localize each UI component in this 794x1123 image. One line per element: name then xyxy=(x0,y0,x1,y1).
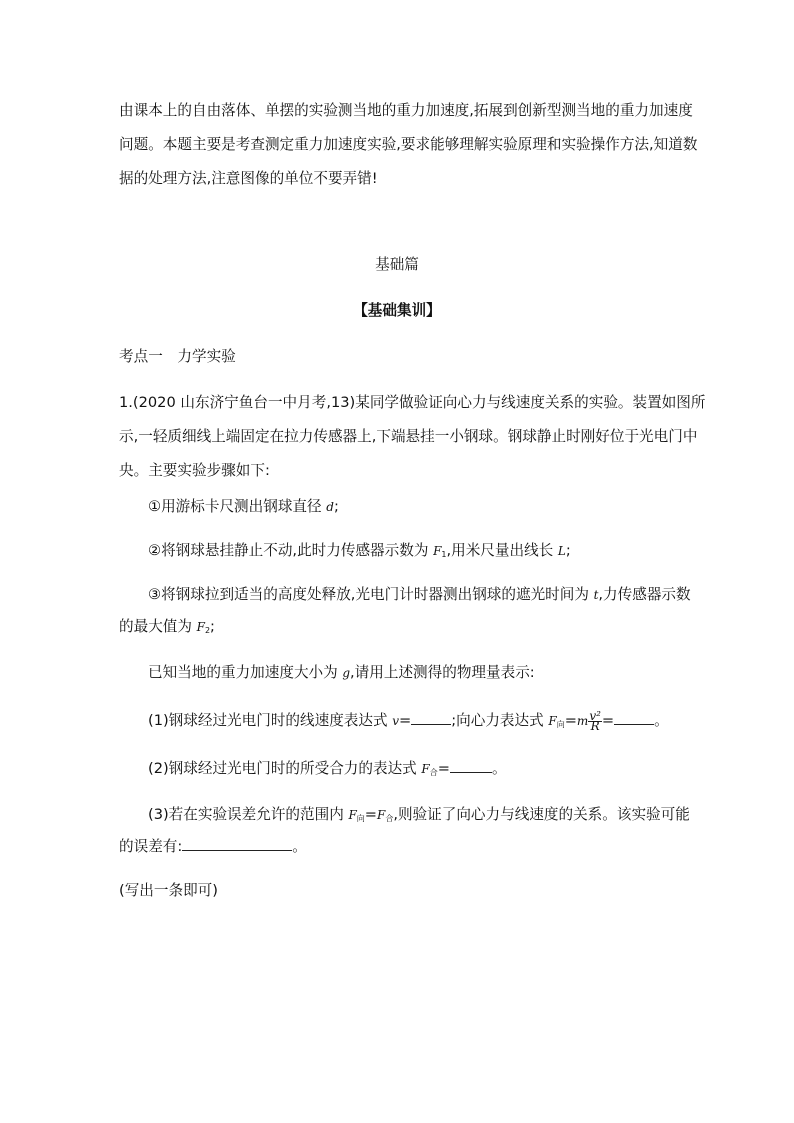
step-1: ①用游标卡尺测出钢球直径 d; xyxy=(148,498,339,515)
known-condition: 已知当地的重力加速度大小为 g,请用上述测得的物理量表示: xyxy=(148,664,535,681)
answer-blank-net-force[interactable] xyxy=(450,760,492,773)
section-title: 基础篇 xyxy=(375,256,419,273)
sub-question-3-continued: 的误差有: 。 xyxy=(119,838,307,855)
intro-line-2: 问题。本题主要是考查测定重力加速度实验,要求能够理解实验原理和实验操作方法,知道数 xyxy=(119,136,698,153)
section-subtitle: 【基础集训】 xyxy=(353,302,441,319)
step-2: ②将钢球悬挂静止不动,此时力传感器示数为 $F_1$,用米尺量出线长 L; xyxy=(148,542,571,559)
question-line-3: 央。主要实验步骤如下: xyxy=(119,462,270,479)
intro-line-1: 由课本上的自由落体、单摆的实验测当地的重力加速度,拓展到创新型测当地的重力加速度 xyxy=(119,102,693,119)
sub-question-3: (3)若在实验误差允许的范围内 $F_向=F_合$,则验证了向心力与线速度的关系。该实验可能 xyxy=(148,806,690,823)
step-3: ③将钢球拉到适当的高度处释放,光电门计时器测出钢球的遮光时间为 t,力传感器示数 xyxy=(148,586,691,603)
answer-blank-velocity[interactable] xyxy=(411,712,451,725)
fraction-v2-over-r: $\frac{\text{v²}}{R}$ xyxy=(589,708,601,733)
question-line-1: 1.(2020 山东济宁鱼台一中月考,13)某同学做验证向心力与线速度关系的实验。装置如图所 xyxy=(119,394,706,411)
sub-question-1: (1)钢球经过光电门时的线速度表达式 v= ;向心力表达式 $F_向=m$ $\frac{\text{v²}}{R}$ = 。 xyxy=(148,708,669,733)
answer-blank-centripetal-force[interactable] xyxy=(614,712,654,725)
intro-line-3: 据的处理方法,注意图像的单位不要弄错! xyxy=(119,170,378,187)
question-line-2: 示,一轻质细线上端固定在拉力传感器上,下端悬挂一小钢球。钢球静止时刚好位于光电门中 xyxy=(119,428,698,445)
note: (写出一条即可) xyxy=(119,882,218,899)
topic-heading: 考点一 力学实验 xyxy=(119,348,236,365)
step-3-continued: 的最大值为 $F_2$; xyxy=(119,618,215,635)
answer-blank-error-source[interactable] xyxy=(182,838,292,851)
sub-question-2: (2)钢球经过光电门时的所受合力的表达式 $F_合=$ 。 xyxy=(148,760,507,777)
